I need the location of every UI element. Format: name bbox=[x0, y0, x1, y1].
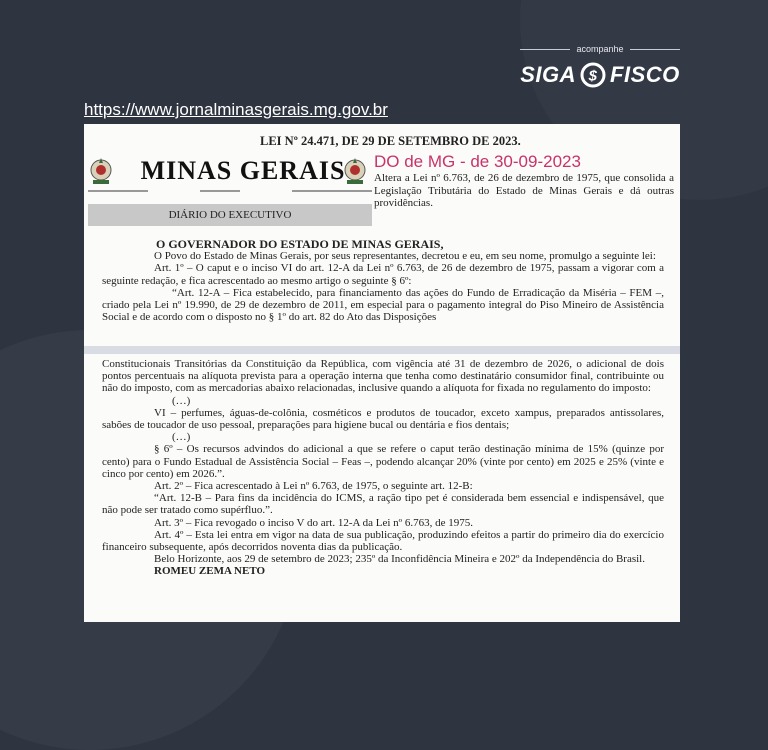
gazette-clipping bbox=[84, 124, 680, 622]
ellipsis: (…) bbox=[172, 394, 191, 407]
article-12b: “Art. 12-B – Para fins da incidência do ICMS, a ração tipo pet é considerada bem essencial e indispensável, que não pode ser tratado como supérfluo.”. bbox=[102, 492, 664, 517]
article-3: Art. 3º – Fica revogado o inciso V do art. 12-A da Lei nº 6.763, de 1975. bbox=[154, 516, 473, 529]
paragraph-6: § 6º – Os recursos advindos do adicional a que se refere o caput terão destinação mínima de 15% (quinze por cento) para o Fundo Estadual de Assistência Social – Feas –, podendo alcançar 20% (vinte por cento) em 2025 e 25% (vinte e cinco por cento) em 2026.”. bbox=[102, 443, 664, 480]
governor-heading: O GOVERNADOR DO ESTADO DE MINAS GERAIS, bbox=[156, 237, 444, 251]
dollar-circle-icon bbox=[580, 62, 606, 88]
state-crest-icon bbox=[88, 156, 114, 186]
masthead bbox=[88, 154, 372, 188]
do-label: DO de MG - de 30-09-2023 bbox=[374, 152, 581, 171]
signature: ROMEU ZEMA NETO bbox=[154, 565, 266, 578]
logo-left-text: SIGA bbox=[520, 62, 577, 87]
divider bbox=[630, 49, 680, 50]
sigafisco-logo[interactable] bbox=[520, 62, 680, 88]
preamble: O Povo do Estado de Minas Gerais, por seus representantes, decretou e eu, em seu nome, promulgo a seguinte lei: bbox=[154, 250, 656, 263]
brand-tagline-row bbox=[520, 44, 680, 54]
closing: Belo Horizonte, aos 29 de setembro de 2023; 235º da Inconfidência Mineira e 202º da Independência do Brasil. bbox=[154, 553, 645, 566]
divider bbox=[520, 49, 570, 50]
article-1: Art. 1º – O caput e o inciso VI do art. 12-A da Lei nº 6.763, de 26 de dezembro de 1975, passam a vigorar com a seguinte redação, e fica acrescentado ao mesmo artigo o seguinte § 6º: bbox=[102, 262, 664, 287]
article-12a-part2: Constitucionais Transitórias da Constituição da República, com vigência até 31 de dezembro de 2026, o adicional de dois pontos percentuais na alíquota prevista para a operação interna que tenha como destinatário consumidor final, contribuinte ou não do imposto, com as mercadorias abaixo relacionadas, inclusive quando a alíquota for fixada no regulamento do imposto: bbox=[102, 358, 664, 395]
paper-name: MINAS GERAIS bbox=[140, 156, 346, 185]
law-body-top bbox=[102, 238, 664, 323]
ementa: Altera a Lei nº 6.763, de 26 de dezembro de 1975, que consolida a Legislação Tributária do Estado de Minas Gerais e dá outras providências. bbox=[374, 172, 674, 210]
law-title: LEI Nº 24.471, DE 29 DE SETEMBRO DE 2023. bbox=[260, 134, 521, 148]
ellipsis: (…) bbox=[172, 431, 191, 444]
section-bar: DIÁRIO DO EXECUTIVO bbox=[88, 204, 372, 226]
brand-tagline: acompanhe bbox=[576, 44, 624, 54]
law-body-bottom bbox=[102, 358, 664, 578]
article-12a-part1: “Art. 12-A – Fica estabelecido, para financiamento das ações do Fundo de Erradicação da Miséria – FEM –, criado pela Lei nº 19.990, de 29 de dezembro de 2011, em especial para o pagamento integral do Piso Mineiro de Assistência Social e de acordo com o disposto no § 1º do art. 82 do Ato das Disposições bbox=[102, 286, 664, 324]
article-2: Art. 2º – Fica acrescentado à Lei nº 6.763, de 1975, o seguinte art. 12-B: bbox=[154, 480, 473, 493]
article-4: Art. 4º – Esta lei entra em vigor na data de sua publicação, produzindo efeitos a partir do primeiro dia do exercício financeiro subsequente, após decorridos noventa dias da publicação. bbox=[102, 528, 664, 554]
clipping-separator bbox=[84, 346, 680, 354]
state-crest-icon bbox=[342, 156, 368, 186]
source-link[interactable]: https://www.jornalminasgerais.mg.gov.br bbox=[84, 100, 388, 119]
masthead-fineprint bbox=[88, 188, 372, 194]
svg-text:$: $ bbox=[588, 67, 598, 85]
brand-block bbox=[520, 44, 680, 88]
logo-right-text: FISCO bbox=[610, 62, 680, 87]
inciso-vi: VI – perfumes, águas-de-colônia, cosméticos e produtos de toucador, exceto xampus, preparados antissolares, sabões de toucador de uso pessoal, preparações para higiene bucal ou dentária e fios dentais; bbox=[102, 406, 664, 432]
